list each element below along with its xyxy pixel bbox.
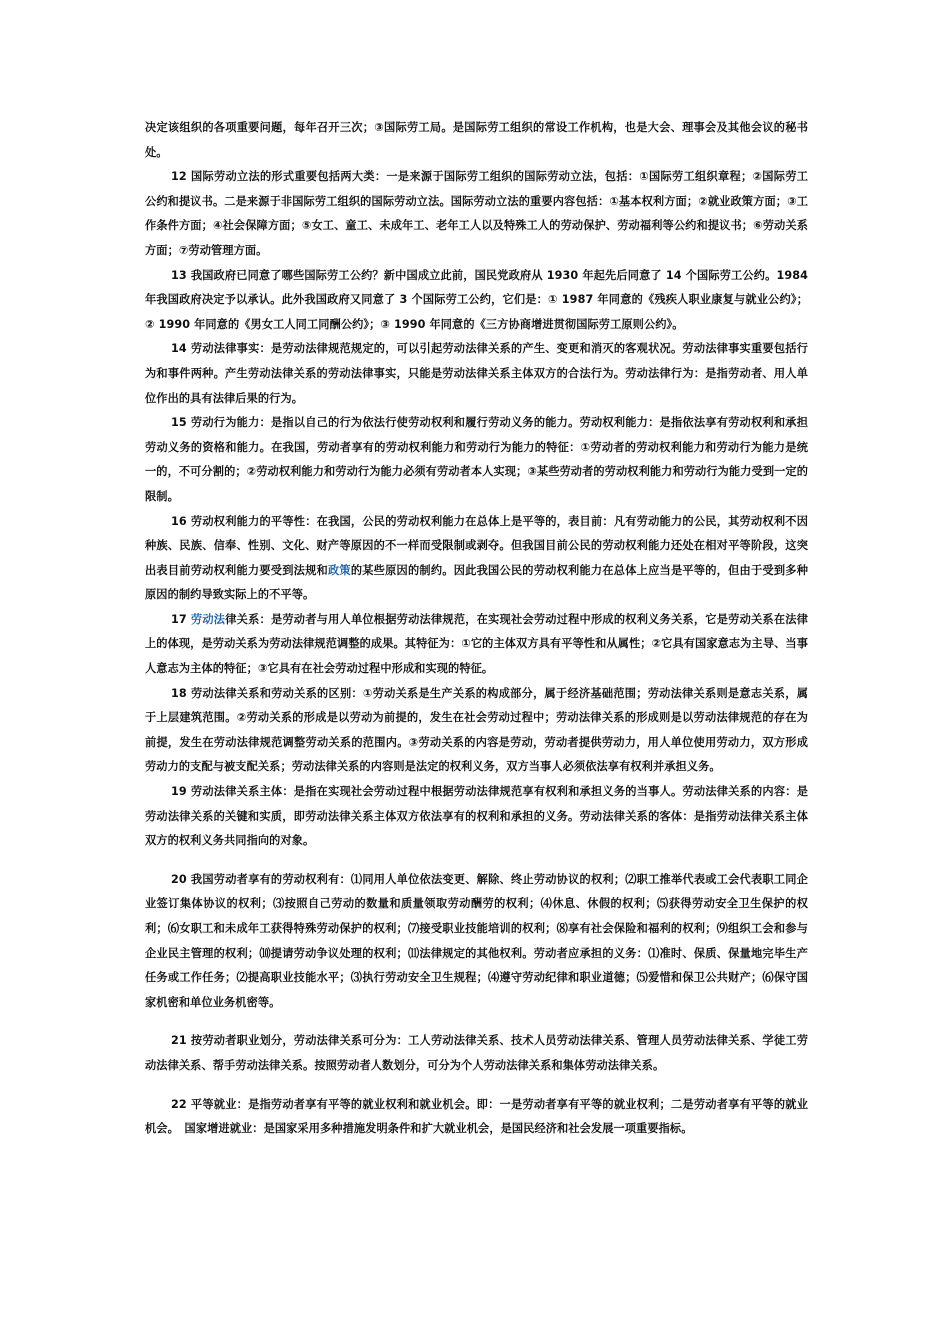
paragraph-text: 平等就业：是指劳动者享有平等的就业权利和就业机会。即：一是劳动者享有平等的就业权利；二是劳动者享有平等的就业机会。 国家增进就业：是国家采用多种措施发明条件和扩大就业机会，是国民经济和社会发展一项重要指标。 <box>145 1097 808 1136</box>
paragraph-18 <box>145 682 808 780</box>
paragraph-number: 14 <box>171 342 187 356</box>
paragraph-text: 我国劳动者享有的劳动权利有：⑴同用人单位依法变更、解除、终止劳动协议的权利；⑵职工推举代表或工会代表职工同企业签订集体协议的权利；⑶按照自己劳动的数量和质量领取劳动酬劳的权利；⑷休息、休假的权利；⑸获得劳动安全卫生保护的权利；⑹女职工和未成年工获得特殊劳动保护的权利；⑺接受职业技能培训的权利；⑻享有社会保险和福利的权利；⑼组织工会和参与企业民主管理的权利；⑽提请劳动争议处理的权利；⑾法律规定的其他权利。劳动者应承担的义务：⑴准时、保质、保量地完毕生产任务或工作任务；⑵提高职业技能水平；⑶执行劳动安全卫生规程；⑷遵守劳动纪律和职业道德；⑸爱惜和保卫公共财产；⑹保守国家机密和单位业务机密等。 <box>145 872 808 1009</box>
paragraph-text: 劳动法律事实：是劳动法律规范规定的，可以引起劳动法律关系的产生、变更和消灭的客观状况。劳动法律事实重要包括行为和事件两种。产生劳动法律关系的劳动法律事实，只能是劳动法律关系主体双方的合法行为。劳动法律行为：是指劳动者、用人单位作出的具有法律后果的行为。 <box>145 342 808 405</box>
paragraph-21 <box>145 1029 808 1078</box>
paragraph-number: 18 <box>171 686 187 700</box>
paragraph-16 <box>145 510 808 608</box>
paragraph-number: 22 <box>171 1097 187 1111</box>
paragraph-text: 的某些原因的制约。因此我国公民的劳动权利能力在总体上应当是平等的，但由于受到多种原因的制约导致实际上的不平等。 <box>145 563 808 602</box>
labor-law-link[interactable]: 劳动法 <box>186 612 226 626</box>
paragraph-number: 12 <box>171 170 187 184</box>
document-page <box>145 116 808 1142</box>
paragraph-number: 19 <box>171 785 187 799</box>
paragraph-text: 劳动行为能力：是指以自己的行为依法行使劳动权利和履行劳动义务的能力。劳动权利能力：是指依法享有劳动权利和承担劳动义务的资格和能力。在我国，劳动者享有的劳动权利能力和劳动行为能力的特征：①劳动者的劳动权利能力和劳动行为能力是统一的，不可分割的；②劳动权利能力和劳动行为能力必须有劳动者本人实现；③某些劳动者的劳动权利能力和劳动行为能力受到一定的限制。 <box>145 416 808 503</box>
paragraph-number: 21 <box>171 1034 187 1048</box>
paragraph-22 <box>145 1093 808 1142</box>
policy-link[interactable]: 政策 <box>327 563 351 577</box>
paragraph-text: 律关系：是劳动者与用人单位根据劳动法律规范，在实现社会劳动过程中形成的权利义务关系，它是劳动关系在法律上的体现，是劳动关系为劳动法律规范调整的成果。其特征为：①它的主体双方具有平等性和从属性；②它具有国家意志为主导、当事人意志为主体的特征；③它具有在社会劳动过程中形成和实现的特征。 <box>145 612 809 676</box>
paragraph-number: 15 <box>171 416 187 430</box>
paragraph-text: 国际劳动立法的形式重要包括两大类：一是来源于国际劳工组织的国际劳动立法，包括：①国际劳工组织章程；②国际劳工公约和提议书。二是来源于非国际劳工组织的国际劳动立法。国际劳动立法的重要内容包括：①基本权利方面；②就业政策方面；③工作条件方面；④社会保障方面；⑤女工、童工、未成年工、老年工人以及特殊工人的劳动保护、劳动福利等公约和提议书；⑥劳动关系方面；⑦劳动管理方面。 <box>145 170 808 257</box>
paragraph-number: 20 <box>171 872 187 886</box>
paragraph-19 <box>145 780 808 854</box>
paragraph-number: 13 <box>171 268 187 282</box>
paragraph-17 <box>145 608 808 682</box>
paragraph-text: 我国政府已同意了哪些国际劳工公约？新中国成立此前，国民党政府从 1930 年起先后同意了 14 个国际劳工公约。1984 年我国政府决定予以承认。此外我国政府又同意了 3 个国际劳工公约，它们是：① 1987 年同意的《残疾人职业康复与就业公约》；② 1990 年同意的《男女工人同工同酬公约》；③ 1990 年同意的《三方协商增进贯彻国际劳工原则公约》。 <box>145 268 808 331</box>
paragraph-20 <box>145 868 808 1016</box>
paragraph-text: 劳动法律关系主体：是指在实现社会劳动过程中根据劳动法律规范享有权利和承担义务的当事人。劳动法律关系的内容：是劳动法律关系的关键和实质，即劳动法律关系主体双方依法享有的权利和承担的义务。劳动法律关系的客体：是指劳动法律关系主体双方的权利义务共同指向的对象。 <box>145 785 808 848</box>
paragraph-number: 16 <box>171 514 187 528</box>
paragraph-text: 劳动法律关系和劳动关系的区别：①劳动关系是生产关系的构成部分，属于经济基础范围；劳动法律关系则是意志关系，属于上层建筑范围。②劳动关系的形成是以劳动为前提的，发生在社会劳动过程中；劳动法律关系的形成则是以劳动法律规范的存在为前提，发生在劳动法律规范调整劳动关系的范围内。③劳动关系的内容是劳动，劳动者提供劳动力，用人单位使用劳动力，双方形成劳动力的支配与被支配关系；劳动法律关系的内容则是法定的权利义务，双方当事人必须依法享有权利并承担义务。 <box>145 686 808 774</box>
paragraph-13 <box>145 264 808 338</box>
paragraph-12 <box>145 165 808 263</box>
paragraph-number: 17 <box>171 612 187 626</box>
paragraph-15 <box>145 411 808 509</box>
paragraph-11-continued: 决定该组织的各项重要问题，每年召开三次；③国际劳工局。是国际劳工组织的常设工作机构，也是大会、理事会及其他会议的秘书处。 <box>145 121 808 159</box>
paragraph-text: 劳动权利能力的平等性：在我国，公民的劳动权利能力在总体上是平等的，表目前：凡有劳动能力的公民，其劳动权利不因种族、民族、信奉、性别、文化、财产等原因的不一样而受限制或剥夺。但我国目前公民的劳动权利能力还处在相对平等阶段，这突出表目前劳动权利能力要受到法规和 <box>145 514 808 577</box>
paragraph-text: 按劳动者职业划分，劳动法律关系可分为：工人劳动法律关系、技术人员劳动法律关系、管理人员劳动法律关系、学徒工劳动法律关系、帮手劳动法律关系。按照劳动者人数划分，可分为个人劳动法律关系和集体劳动法律关系。 <box>145 1034 808 1072</box>
paragraph-14 <box>145 337 808 411</box>
